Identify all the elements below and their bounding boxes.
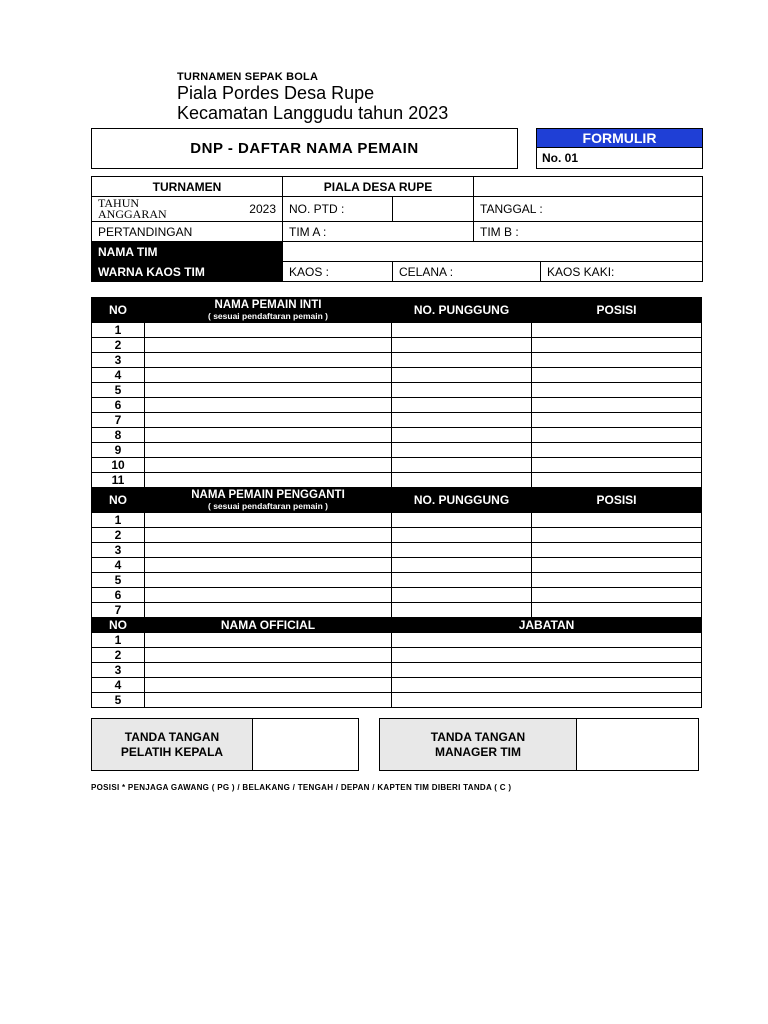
pengganti-name-header-sub: ( sesuai pendaftaran pemain ) (208, 501, 328, 511)
official-row-number: 1 (92, 633, 145, 648)
position-footnote: POSISI * PENJAGA GAWANG ( PG ) / BELAKANG / TENGAH / DEPAN / KAPTEN TIM DIBERI TANDA ( C ) (91, 783, 512, 792)
inti-row-number: 11 (92, 473, 145, 488)
page-title-line1: Piala Pordes Desa Rupe (177, 83, 375, 103)
pengganti-row-number: 3 (92, 543, 145, 558)
inti-punggung-cell[interactable] (392, 413, 532, 428)
inti-row (92, 473, 702, 488)
manager-label-line2: MANAGER TIM (435, 744, 521, 759)
official-name-cell[interactable] (145, 678, 392, 693)
official-row (92, 633, 702, 648)
official-jabatan-cell[interactable] (392, 648, 702, 663)
official-jabatan-cell[interactable] (392, 633, 702, 648)
inti-row (92, 383, 702, 398)
inti-posisi-header: POSISI (532, 298, 702, 323)
pengganti-name-header (145, 488, 392, 513)
no-ptd-label: NO. PTD : (283, 197, 393, 222)
kaos-field[interactable]: KAOS : (283, 262, 393, 282)
pengganti-punggung-cell[interactable] (392, 513, 532, 528)
inti-name-cell[interactable] (145, 353, 392, 368)
formulir-number: No. 01 (542, 151, 579, 165)
inti-name-cell[interactable] (145, 398, 392, 413)
tahun-anggaran-cell (92, 197, 283, 222)
pengganti-posisi-cell[interactable] (532, 513, 702, 528)
inti-punggung-header: NO. PUNGGUNG (392, 298, 532, 323)
pengganti-row (92, 528, 702, 543)
inti-row (92, 323, 702, 338)
pengganti-row (92, 513, 702, 528)
inti-row-number: 7 (92, 413, 145, 428)
inti-row (92, 443, 702, 458)
inti-posisi-cell[interactable] (532, 383, 702, 398)
pengganti-name-cell[interactable] (145, 603, 392, 618)
official-name-header: NAMA OFFICIAL (145, 618, 392, 633)
inti-name-cell[interactable] (145, 473, 392, 488)
inti-posisi-cell[interactable] (532, 473, 702, 488)
pengganti-posisi-cell[interactable] (532, 528, 702, 543)
inti-row-number: 2 (92, 338, 145, 353)
official-name-cell[interactable] (145, 693, 392, 708)
kaos-kaki-field[interactable]: KAOS KAKI: (541, 262, 703, 282)
official-row-number: 4 (92, 678, 145, 693)
inti-no-header: NO (92, 298, 145, 323)
anggaran-label: ANGGARAN (98, 206, 167, 221)
inti-name-cell[interactable] (145, 428, 392, 443)
turnamen-blank-cell[interactable] (474, 177, 703, 197)
player-list-table (91, 297, 702, 708)
inti-punggung-cell[interactable] (392, 383, 532, 398)
inti-posisi-cell[interactable] (532, 413, 702, 428)
inti-row (92, 353, 702, 368)
signature-label-pelatih (92, 719, 253, 770)
pengganti-posisi-cell[interactable] (532, 603, 702, 618)
official-row (92, 678, 702, 693)
pengganti-name-cell[interactable] (145, 528, 392, 543)
inti-row (92, 338, 702, 353)
inti-name-header-title: NAMA PEMAIN INTI (214, 299, 322, 311)
inti-posisi-cell[interactable] (532, 428, 702, 443)
match-info-table (91, 176, 703, 282)
pengganti-name-cell[interactable] (145, 588, 392, 603)
inti-posisi-cell[interactable] (532, 398, 702, 413)
tahun-anggaran-label (98, 198, 167, 220)
pengganti-row-number: 5 (92, 573, 145, 588)
pengganti-posisi-cell[interactable] (532, 543, 702, 558)
pertandingan-label: PERTANDINGAN (92, 222, 283, 242)
inti-name-header (145, 298, 392, 323)
inti-name-header-sub: ( sesuai pendaftaran pemain ) (208, 311, 328, 321)
manager-label-line1: TANDA TANGAN (430, 729, 526, 744)
nama-tim-label: NAMA TIM (92, 242, 283, 262)
inti-punggung-cell[interactable] (392, 428, 532, 443)
inti-row (92, 398, 702, 413)
pengganti-row-number: 1 (92, 513, 145, 528)
pengganti-row-number: 2 (92, 528, 145, 543)
pengganti-posisi-cell[interactable] (532, 588, 702, 603)
dnp-title: DNP - DAFTAR NAMA PEMAIN (190, 140, 419, 157)
signature-field-pelatih[interactable] (253, 719, 358, 770)
official-row-number: 2 (92, 648, 145, 663)
pengganti-punggung-cell[interactable] (392, 558, 532, 573)
official-row (92, 648, 702, 663)
tim-b-field[interactable]: TIM B : (474, 222, 703, 242)
official-row-number: 5 (92, 693, 145, 708)
official-header-row (92, 618, 702, 633)
tahun-label: TAHUN (98, 196, 140, 210)
pengganti-row (92, 573, 702, 588)
inti-name-cell[interactable] (145, 338, 392, 353)
pengganti-row-number: 4 (92, 558, 145, 573)
pengganti-no-header: NO (92, 488, 145, 513)
pengganti-row (92, 588, 702, 603)
pengganti-name-cell[interactable] (145, 558, 392, 573)
pengganti-punggung-cell[interactable] (392, 573, 532, 588)
pengganti-punggung-cell[interactable] (392, 543, 532, 558)
signature-box-pelatih (91, 718, 359, 771)
turnamen-value: PIALA DESA RUPE (283, 177, 474, 197)
official-name-cell[interactable] (145, 663, 392, 678)
official-row-number: 3 (92, 663, 145, 678)
inti-row (92, 413, 702, 428)
inti-row-number: 3 (92, 353, 145, 368)
inti-row-number: 9 (92, 443, 145, 458)
inti-row (92, 368, 702, 383)
pengganti-name-cell[interactable] (145, 513, 392, 528)
inti-header-row (92, 298, 702, 323)
official-name-cell[interactable] (145, 633, 392, 648)
signature-box-manager (379, 718, 699, 771)
inti-name-cell[interactable] (145, 413, 392, 428)
inti-punggung-cell[interactable] (392, 473, 532, 488)
pengganti-posisi-header: POSISI (532, 488, 702, 513)
pengganti-header-row (92, 488, 702, 513)
inti-name-cell[interactable] (145, 323, 392, 338)
official-jabatan-cell[interactable] (392, 663, 702, 678)
no-ptd-field[interactable] (393, 197, 474, 222)
tournament-subtitle: TURNAMEN SEPAK BOLA (177, 71, 319, 83)
tanggal-field[interactable]: TANGGAL : (474, 197, 703, 222)
inti-name-cell[interactable] (145, 368, 392, 383)
tim-a-field[interactable]: TIM A : (283, 222, 474, 242)
inti-punggung-cell[interactable] (392, 338, 532, 353)
inti-punggung-cell[interactable] (392, 353, 532, 368)
pengganti-posisi-cell[interactable] (532, 573, 702, 588)
official-jabatan-cell[interactable] (392, 678, 702, 693)
inti-posisi-cell[interactable] (532, 338, 702, 353)
inti-name-cell[interactable] (145, 458, 392, 473)
warna-kaos-label: WARNA KAOS TIM (92, 262, 283, 282)
pengganti-row (92, 603, 702, 618)
inti-posisi-cell[interactable] (532, 368, 702, 383)
inti-punggung-cell[interactable] (392, 323, 532, 338)
official-row (92, 693, 702, 708)
pengganti-punggung-cell[interactable] (392, 528, 532, 543)
inti-name-cell[interactable] (145, 383, 392, 398)
pengganti-name-cell[interactable] (145, 543, 392, 558)
formulir-box (536, 128, 703, 169)
pengganti-row (92, 543, 702, 558)
inti-punggung-cell[interactable] (392, 398, 532, 413)
inti-row-number: 6 (92, 398, 145, 413)
inti-row-number: 5 (92, 383, 145, 398)
inti-punggung-cell[interactable] (392, 368, 532, 383)
pelatih-label-line1: TANDA TANGAN (124, 729, 220, 744)
signature-label-manager (380, 719, 577, 770)
pengganti-row-number: 6 (92, 588, 145, 603)
inti-row-number: 10 (92, 458, 145, 473)
tahun-value: 2023 (249, 201, 276, 216)
inti-posisi-cell[interactable] (532, 323, 702, 338)
pengganti-name-header-title: NAMA PEMAIN PENGGANTI (191, 489, 345, 501)
inti-row (92, 428, 702, 443)
pengganti-row-number: 7 (92, 603, 145, 618)
inti-posisi-cell[interactable] (532, 443, 702, 458)
official-row (92, 663, 702, 678)
inti-name-cell[interactable] (145, 443, 392, 458)
inti-punggung-cell[interactable] (392, 458, 532, 473)
inti-row (92, 458, 702, 473)
inti-posisi-cell[interactable] (532, 353, 702, 368)
official-no-header: NO (92, 618, 145, 633)
nama-tim-field[interactable] (283, 242, 703, 262)
inti-row-number: 1 (92, 323, 145, 338)
inti-posisi-cell[interactable] (532, 458, 702, 473)
signature-field-manager[interactable] (577, 719, 698, 770)
official-jabatan-header: JABATAN (392, 618, 702, 633)
official-jabatan-cell[interactable] (392, 693, 702, 708)
pengganti-name-cell[interactable] (145, 573, 392, 588)
pengganti-punggung-cell[interactable] (392, 603, 532, 618)
pengganti-row (92, 558, 702, 573)
inti-row-number: 8 (92, 428, 145, 443)
pelatih-label-line2: PELATIH KEPALA (120, 744, 224, 759)
formulir-title: FORMULIR (537, 129, 702, 148)
pengganti-posisi-cell[interactable] (532, 558, 702, 573)
celana-field[interactable]: CELANA : (393, 262, 541, 282)
dnp-title-box (91, 128, 518, 169)
official-name-cell[interactable] (145, 648, 392, 663)
inti-punggung-cell[interactable] (392, 443, 532, 458)
pengganti-punggung-header: NO. PUNGGUNG (392, 488, 532, 513)
turnamen-label: TURNAMEN (92, 177, 283, 197)
page-title-line2: Kecamatan Langgudu tahun 2023 (177, 103, 449, 123)
pengganti-punggung-cell[interactable] (392, 588, 532, 603)
inti-row-number: 4 (92, 368, 145, 383)
